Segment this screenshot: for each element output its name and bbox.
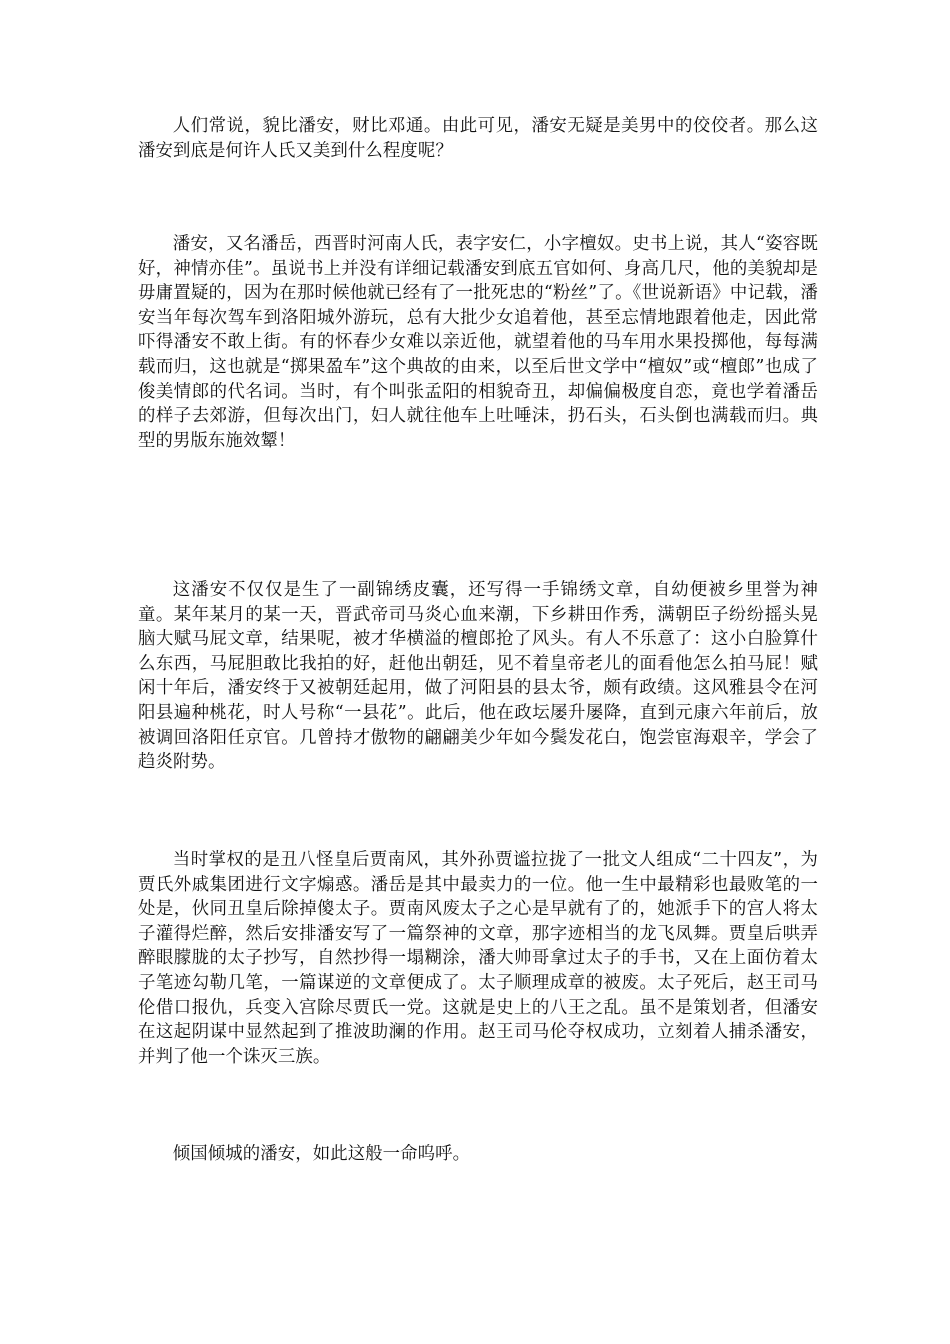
paragraph-downfall: 当时掌权的是丑八怪皇后贾南风，其外孙贾谧拉拢了一批文人组成“二十四友”，为贾氏外戚集团进行文字煽惑。潘岳是其中最卖力的一位。他一生中最精彩也最败笔的一处是，伙同丑皇后除掉傻太子。贾南风废太子之心是早就有了的，她派手下的宫人将太子灌得烂醉，然后安排潘安写了一篇祭神的文章，那字迹相当的龙飞凤舞。贾皇后哄弄醉眼朦胧的太子抄写，自然抄得一塌糊涂，潘大帅哥拿过太子的手书，又在上面仿着太子笔迹勾勒几笔，一篇谋逆的文章便成了。太子顺理成章的被废。太子死后，赵王司马伦借口报仇，兵变入宫除尽贾氏一党。这就是史上的八王之乱。虽不是策划者，但潘安在这起阴谋中显然起到了推波助澜的作用。赵王司马伦夺权成功，立刻着人捕杀潘安，并判了他一个诛灭三族。 [138,850,818,1067]
paragraph-ending: 倾国倾城的潘安，如此这般一命呜呼。 [172,1144,471,1164]
paragraph-intro: 人们常说，貌比潘安，财比邓通。由此可见，潘安无疑是美男中的佼佼者。那么这潘安到底是何许人氏又美到什么程度呢？ [138,116,818,161]
paragraph-appearance: 潘安，又名潘岳，西晋时河南人氏，表字安仁，小字檀奴。史书上说，其人“姿容既好，神情亦佳”。虽说书上并没有详细记载潘安到底五官如何、身高几尺，他的美貌却是毋庸置疑的，因为在那时候他就已经有了一批死忠的“粉丝”了。《世说新语》中记载，潘安当年每次驾车到洛阳城外游玩，总有大批少女追着他，甚至忘情地跟着他走，因此常吓得潘安不敢上街。有的怀春少女难以亲近他，就望着他的马车用水果投掷他，每每满载而归，这也就是“掷果盈车”这个典故的由来，以至后世文学中“檀奴”或“檀郎”也成了俊美情郎的代名词。当时，有个叫张孟阳的相貌奇丑，却偏偏极度自恋，竟也学着潘岳的样子去郊游，但每次出门，妇人就往他车上吐唾沫，扔石头，石头倒也满载而归。典型的男版东施效颦！ [138,234,818,451]
paragraph-talent: 这潘安不仅仅是生了一副锦绣皮囊，还写得一手锦绣文章，自幼便被乡里誉为神童。某年某月的某一天，晋武帝司马炎心血来潮，下乡耕田作秀，满朝臣子纷纷摇头晃脑大赋马屁文章，结果呢，被才华横溢的檀郎抢了风头。有人不乐意了：这小白脸算什么东西，马屁胆敢比我拍的好，赶他出朝廷，见不着皇帝老儿的面看他怎么拍马屁！赋闲十年后，潘安终于又被朝廷起用，做了河阳县的县太爷，颇有政绩。这风雅县令在河阳县遍种桃花，时人号称“一县花”。此后，他在政坛屡升屡降，直到元康六年前后，放被调回洛阳任京官。几曾持才傲物的翩翩美少年如今鬓发花白，饱尝宦海艰辛，学会了趋炎附势。 [138,580,818,773]
